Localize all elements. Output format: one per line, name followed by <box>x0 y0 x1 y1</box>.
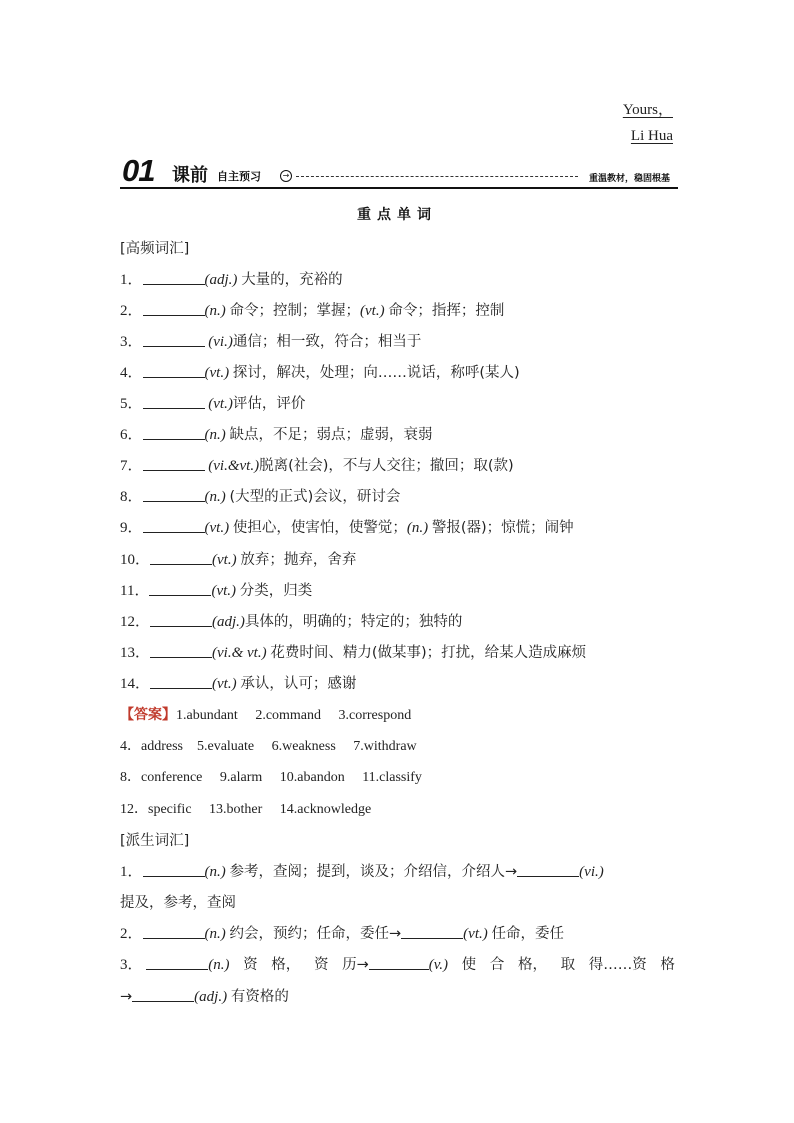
list-item: 2． (n.) 约会，预约；任命，委任→ (vt.) 任命，委任 <box>120 922 564 943</box>
answer-blank[interactable] <box>143 486 205 502</box>
list-item-continuation: 提及，参考，查阅 <box>120 895 236 911</box>
section-subtitle: 自主预习 <box>217 170 261 183</box>
list-item: 8． (n.) (大型的正式)会议，研讨会 <box>120 485 400 506</box>
answer-line: 8．conference 9.alarm 10.abandon 11.classify <box>120 770 422 785</box>
answer-blank[interactable] <box>143 300 205 316</box>
answer-blank[interactable] <box>143 424 205 440</box>
page-title: 重点单词 <box>357 207 437 223</box>
high-freq-heading: [高频词汇] <box>120 241 190 257</box>
answer-blank[interactable] <box>150 549 212 565</box>
list-item: 10． (vt.) 放弃；抛弃，舍弃 <box>120 548 356 569</box>
answer-blank[interactable] <box>149 580 211 596</box>
list-item: 4． (vt.) 探讨，解决，处理；向……说话，称呼(某人) <box>120 361 520 382</box>
section-number: 01 <box>122 153 155 188</box>
answer-line: 12．specific 13.bother 14.acknowledge <box>120 802 372 817</box>
answer-blank[interactable] <box>401 923 463 939</box>
answer-line: 【答案】1.abundant 2.command 3.correspond <box>120 707 412 723</box>
list-item: 1． (adj.) 大量的，充裕的 <box>120 268 343 289</box>
answer-blank[interactable] <box>143 269 205 285</box>
answer-line: 4．address 5.evaluate 6.weakness 7.withdraw <box>120 739 417 754</box>
list-item: 5． (vt.)评估，评价 <box>120 392 305 413</box>
answer-blank[interactable] <box>146 954 208 970</box>
list-item: 3． (n.) 资 格， 资 历→ (v.) 使 合 格， 取 得……资 格 <box>120 953 675 974</box>
section-tagline: 重温教材，稳固根基 <box>588 174 670 184</box>
answer-blank[interactable] <box>150 673 212 689</box>
answer-blank[interactable] <box>143 861 205 877</box>
derived-heading: [派生词汇] <box>120 833 190 849</box>
list-item: 6． (n.) 缺点，不足；弱点；虚弱，衰弱 <box>120 423 433 444</box>
list-item: 11． (vt.) 分类，归类 <box>120 579 312 600</box>
section-title: 课前 <box>172 165 208 186</box>
signature-name: Li Hua <box>630 128 673 144</box>
answer-blank[interactable] <box>143 393 205 409</box>
list-item: 1． (n.) 参考，查阅；提到，谈及；介绍信，介绍人→ (vi.) <box>120 860 604 881</box>
list-item: 7． (vi.&vt.)脱离(社会)，不与人交往；撤回；取(款) <box>120 454 514 475</box>
dashed-divider <box>296 176 578 177</box>
list-item: 3． (vi.)通信；相一致，符合；相当于 <box>120 330 421 351</box>
answer-blank[interactable] <box>143 455 205 471</box>
answer-label: 【答案】 <box>120 707 176 723</box>
answer-blank[interactable] <box>143 923 205 939</box>
list-item: 12． (adj.)具体的，明确的；特定的；独特的 <box>120 610 462 631</box>
answer-blank[interactable] <box>150 642 212 658</box>
answer-blank[interactable] <box>150 611 212 627</box>
signature-closing: Yours， <box>622 102 673 118</box>
answer-blank[interactable] <box>369 954 429 970</box>
answer-blank[interactable] <box>143 362 205 378</box>
list-item: 13． (vi.& vt.) 花费时间、精力(做某事)；打扰，给某人造成麻烦 <box>120 641 586 662</box>
list-item: 14． (vt.) 承认，认可；感谢 <box>120 672 356 693</box>
header-rule <box>120 187 678 189</box>
answer-blank[interactable] <box>132 986 194 1002</box>
list-item-continuation: → (adj.) 有资格的 <box>120 985 289 1006</box>
list-item: 9． (vt.) 使担心，使害怕，使警觉；(n.) 警报(器)；惊慌；闹钟 <box>120 516 574 537</box>
section-header-bar <box>120 153 678 189</box>
answer-blank[interactable] <box>517 861 579 877</box>
answer-blank[interactable] <box>143 331 205 347</box>
answer-blank[interactable] <box>143 517 205 533</box>
list-item: 2． (n.) 命令；控制；掌握；(vt.) 命令；指挥；控制 <box>120 299 504 320</box>
circle-arrow-icon: → <box>280 170 292 182</box>
